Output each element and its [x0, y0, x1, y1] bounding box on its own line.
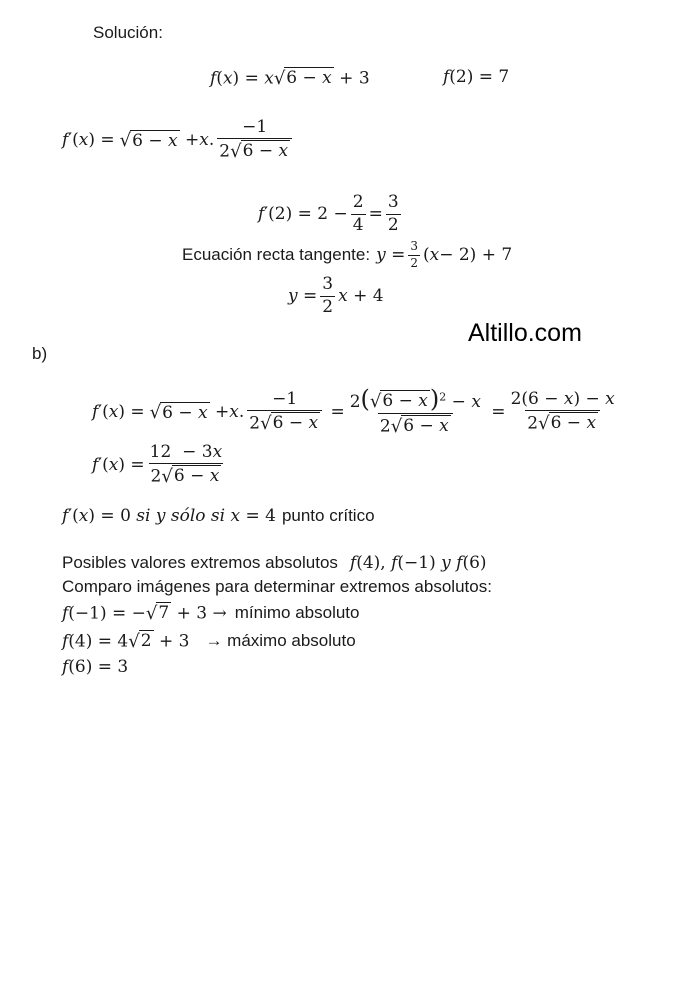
maximum-label: → máximo absoluto	[205, 631, 356, 650]
f-minus-1-line: f(−1) = − √ 7 + 3 → mínimo absoluto	[62, 602, 360, 624]
critical-point-line: f′(x) = 0 si y sólo si x = 4 punto crítico	[62, 506, 375, 526]
tangent-line-equation: Ecuación recta tangente: y = $\frac{3}{2}$ ( x − 2) + 7	[182, 238, 513, 270]
function-definition: f(x) = x √ 6 − x + 3	[210, 67, 370, 89]
tangent-line-simplified: y = $\frac{3}{2}$ x + 4	[288, 273, 384, 317]
solution-heading: Solución:	[93, 23, 163, 42]
tangent-label: Ecuación recta tangente:	[182, 245, 371, 264]
derivative-expanded: f ′( x ) = √ 6 − x + x . −1 2 √ 6 − x = 2( √ 6 − x )$^2$ − x 2 √ 6 − x = 2(6 − x) − x 2 √ 6 − x	[92, 384, 615, 437]
derivative-simplified: f ′( x ) = 12 − 3x 2 √ 6 − x	[92, 441, 223, 487]
candidates-line: Posibles valores extremos absolutos f(4), f(−1) y f(6)	[62, 553, 487, 573]
critical-point-label: punto crítico	[281, 506, 375, 525]
minimum-label: mínimo absoluto	[234, 603, 360, 622]
candidates-label: Posibles valores extremos absolutos	[62, 553, 338, 572]
function-value-at-2: f(2) = 7	[443, 67, 510, 87]
f-6-line: f(6) = 3	[62, 657, 129, 677]
watermark-text: Altillo.com	[468, 319, 582, 347]
derivative-formula: f ′( x ) = √ 6 − x + x . −1 2 √ 6 − x	[62, 114, 295, 166]
compare-text: Comparo imágenes para determinar extremos absolutos:	[62, 577, 492, 596]
part-b-label: b)	[32, 344, 48, 363]
derivative-at-2: f ′(2) = 2 − $\frac{2}{4}$ = $\frac{3}{2}$	[258, 191, 399, 235]
f-4-line: f(4) = 4 √ 2 + 3 → máximo absoluto	[62, 630, 356, 652]
